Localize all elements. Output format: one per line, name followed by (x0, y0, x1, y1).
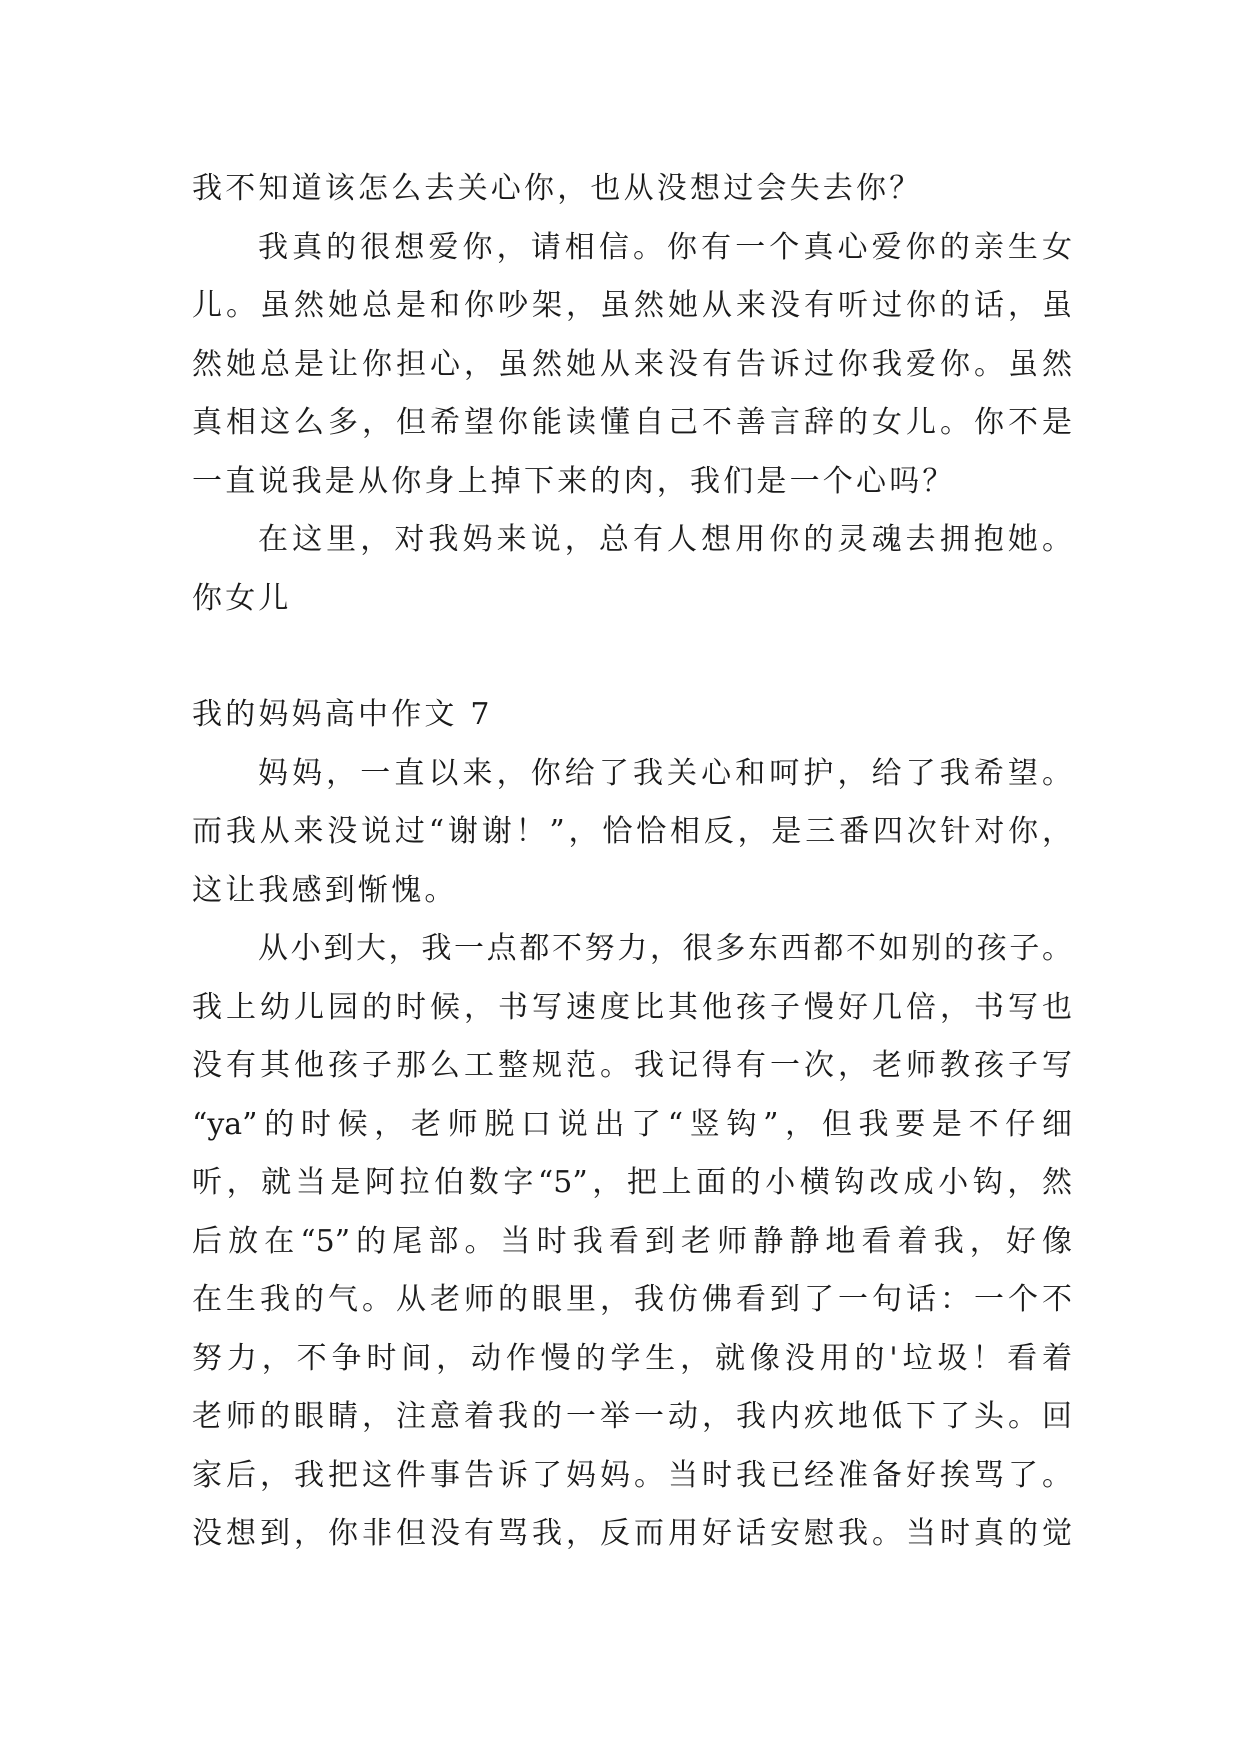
paragraph-first-line: 在这里，对我妈来说，总有人想用你的灵魂去拥抱她。 (258, 522, 1072, 557)
paragraph-first-line: 我真的很想爱你，请相信。你有一个真心爱你的亲生女 (258, 229, 1072, 265)
text-line: 一直说我是从你身上掉下来的肉，我们是一个心吗？ (192, 463, 956, 499)
text-line: 我上幼儿园的时候，书写速度比其他孩子慢好几倍，书写也 (192, 989, 1072, 1025)
text-line: 没想到，你非但没有骂我，反而用好话安慰我。当时真的觉 (192, 1516, 1072, 1551)
text-line: 老师的眼睛，注意着我的一举一动，我内疚地低下了头。回 (192, 1399, 1072, 1434)
text-line: 儿。虽然她总是和你吵架，虽然她从来没有听过你的话，虽 (192, 288, 1072, 323)
text-line: 没有其他孩子那么工整规范。我记得有一次，老师教孩子写 (192, 1048, 1072, 1083)
text-line: 这让我感到惭愧。 (192, 872, 458, 908)
text-line: 真相这么多，但希望你能读懂自己不善言辞的女儿。你不是 (192, 405, 1072, 440)
text-line: 努力，不争时间，动作慢的学生，就像没用的'垃圾！看着 (192, 1340, 1072, 1376)
text-line: 然她总是让你担心，虽然她从来没有告诉过你我爱你。虽然 (192, 346, 1072, 382)
text-line: 在生我的气。从老师的眼里，我仿佛看到了一句话：一个不 (192, 1282, 1072, 1317)
text-line: 听，就当是阿拉伯数字“5”，把上面的小横钩改成小钩，然 (192, 1165, 1072, 1200)
text-line: 家后，我把这件事告诉了妈妈。当时我已经准备好挨骂了。 (192, 1457, 1072, 1493)
text-line: 后放在“5”的尾部。当时我看到老师静静地看着我，好像 (192, 1223, 1072, 1259)
section-gap (192, 628, 1072, 686)
text-line: “ya”的时候，老师脱口说出了“竖钩”，但我要是不仔细 (192, 1106, 1072, 1142)
document-body (192, 160, 1072, 1564)
paragraph-first-line: 从小到大，我一点都不努力，很多东西都不如别的孩子。 (258, 931, 1072, 966)
signature-line: 你女儿 (192, 580, 292, 616)
text-line: 我不知道该怎么去关心你，也从没想过会失去你？ (192, 171, 923, 206)
section-title: 我的妈妈高中作文 7 (192, 697, 493, 732)
paragraph-first-line: 妈妈，一直以来，你给了我关心和呵护，给了我希望。 (258, 755, 1072, 791)
text-line: 而我从来没说过“谢谢！”，恰恰相反，是三番四次针对你， (192, 814, 1072, 849)
